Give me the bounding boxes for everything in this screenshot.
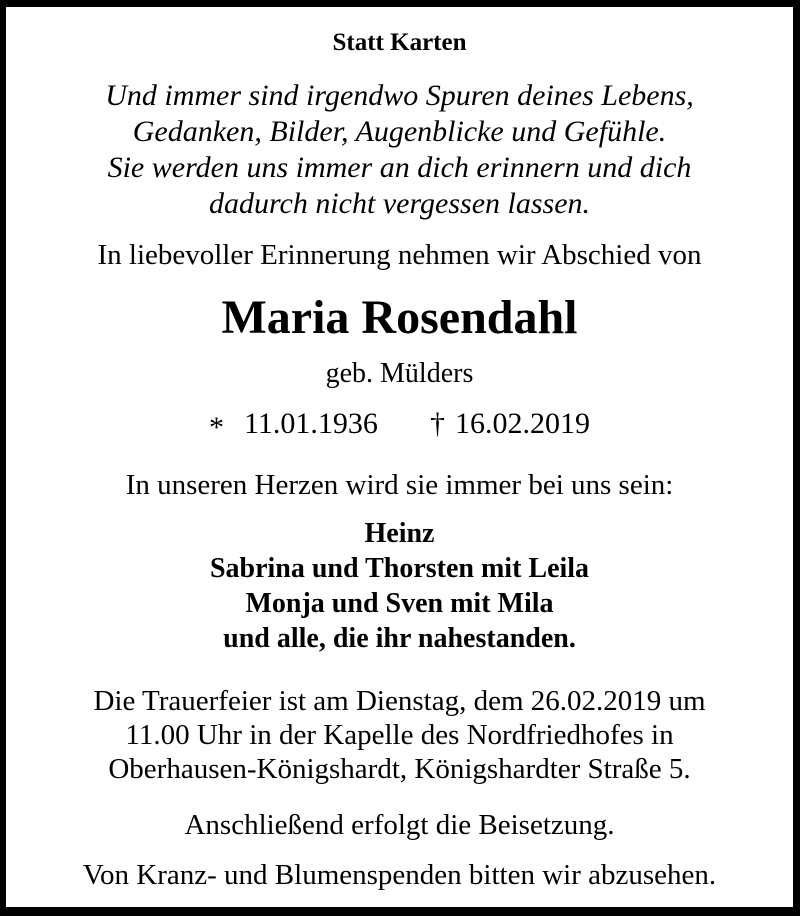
intro-line: In liebevoller Erinnerung nehmen wir Abschied von <box>97 239 702 271</box>
remembrance-line: In unseren Herzen wird sie immer bei uns sein: <box>125 469 674 501</box>
burial-line: Anschließend erfolgt die Beisetzung. <box>184 809 615 841</box>
funeral-info <box>6 684 793 786</box>
death-cross-icon: † <box>429 407 445 440</box>
poem-line: dadurch nicht vergessen lassen. <box>208 187 591 220</box>
mourner-line: und alle, die ihr nahestanden. <box>223 623 576 654</box>
funeral-line: Die Trauerfeier ist am Dienstag, dem 26.02.2019 um <box>93 685 706 717</box>
birth-date: 11.01.1936 <box>244 407 378 440</box>
death-date: 16.02.2019 <box>454 407 590 440</box>
maiden-name: geb. Mülders <box>325 358 474 389</box>
mourner-line: Monja und Sven mit Mila <box>245 588 554 619</box>
mourner-line: Sabrina und Thorsten mit Leila <box>209 553 590 584</box>
deceased-name: Maria Rosendahl <box>221 291 578 344</box>
obituary-sheet <box>6 7 793 907</box>
funeral-line: Oberhausen-Königshardt, Königshardter Straße 5. <box>108 753 691 785</box>
funeral-line: 11.00 Uhr in der Kapelle des Nordfriedhofes in <box>125 719 674 751</box>
donations-line: Von Kranz- und Blumenspenden bitten wir abzusehen. <box>82 859 717 891</box>
birth-star-icon: * <box>209 411 225 445</box>
memorial-poem <box>6 78 793 222</box>
poem-line: Sie werden uns immer an dich erinnern und dich <box>107 151 692 184</box>
mourners-list <box>6 516 793 656</box>
notice-header: Statt Karten <box>332 29 467 56</box>
death-date-group <box>430 406 590 442</box>
mourner-line: Heinz <box>364 518 435 549</box>
poem-line: Und immer sind irgendwo Spuren deines Lebens, <box>105 79 694 112</box>
birth-date-group <box>209 406 378 445</box>
life-dates <box>6 406 793 445</box>
poem-line: Gedanken, Bilder, Augenblicke und Gefühle. <box>132 115 667 148</box>
